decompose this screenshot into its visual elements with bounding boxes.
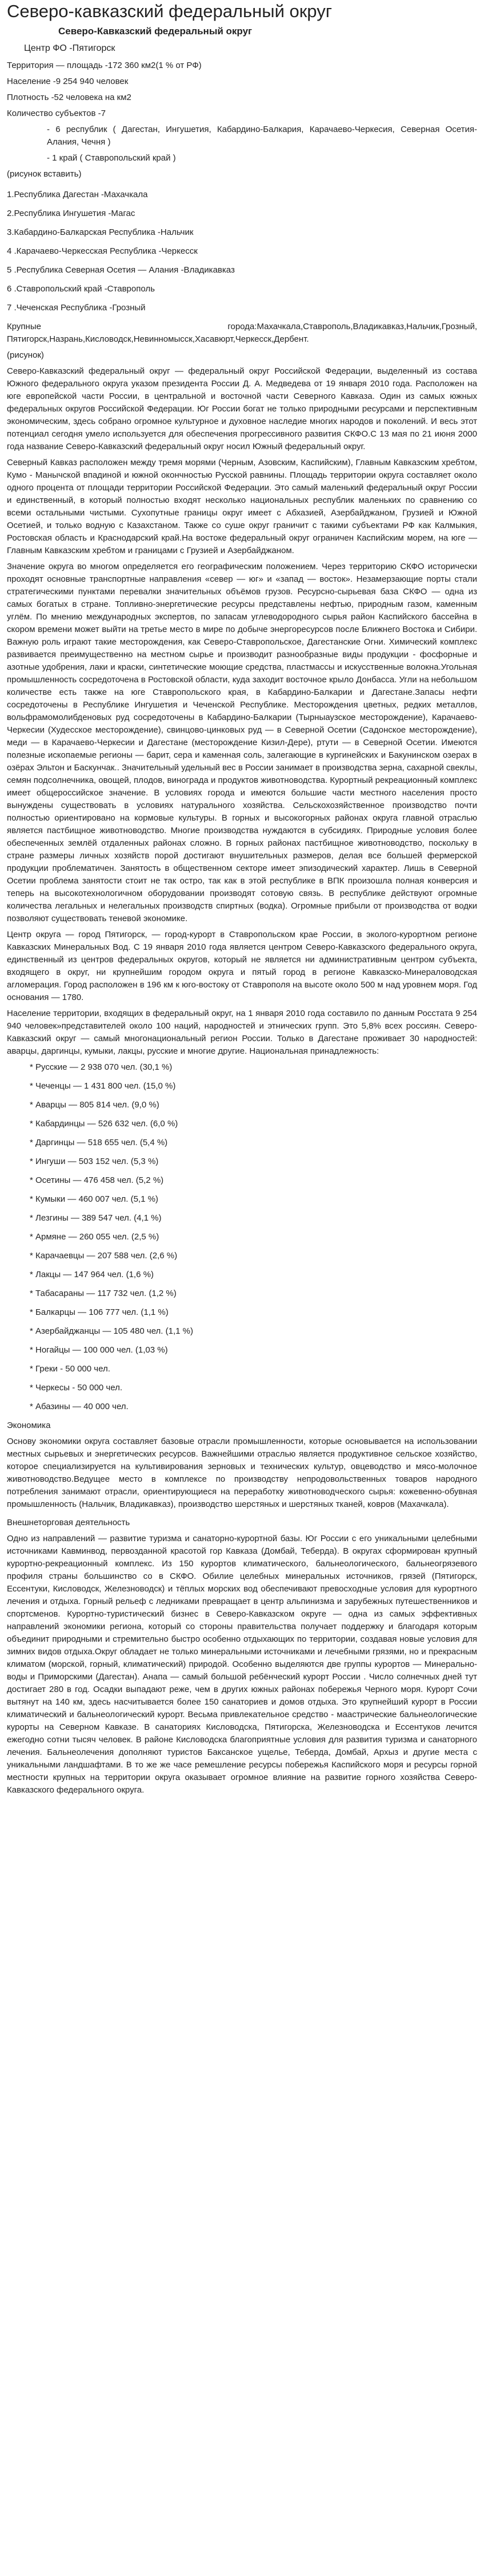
paragraph: Северный Кавказ расположен между тремя морями (Черным, Азовским, Каспийским), Главным Кавказским хребтом, Кумо - Манычской впадиной и южной окончностью Русской равнины. Площадь территории округа составляет около одного процента от площади территории Российской Федерации. Это самый маленький федеральный округ России и единственный, в который полностью входят несколько национальных республик маленьких по сравнению со всеми остальными чистыми. Сухопутные границы округ имеет с Абхазией, Азербайджаном, Грузией и Южной Осетией, и только водную с Казахстаном. Также со суше округ граничит с такими субъектами РФ как Калмыкия, Ростовская область и Краснодарский край.На востоке федеральный округ ограничен Каспийским морем, на юге — Главным Кавказским хребтом и границами с Грузией и Азербайджаном. [7,458,477,555]
intro-section [7,365,477,925]
fact-population: Население -9 254 940 человек [7,77,129,86]
krai-line: - 1 край ( Ставропольский край ) [47,153,176,163]
subjects-list [7,189,477,314]
list-item: * Русские — 2 938 070 чел. (30,1 %) [30,1062,173,1072]
list-item: * Греки - 50 000 чел. [30,1364,110,1374]
republics-line: - 6 республик ( Дагестан, Ингушетия, Кабардино-Балкария, Карачаево-Черкесия, Северная Осетия-Алания, Чечня ) [47,125,477,147]
page-title: Северо-кавказский федеральный округ [7,1,333,21]
subject-item: 3.Кабардино-Балкарская Республика -Нальчик [7,227,194,237]
list-item: * Ногайцы — 100 000 чел. (1,03 %) [30,1345,168,1355]
list-item: * Даргинцы — 518 655 чел. (5,4 %) [30,1138,168,1147]
subject-item: 4 .Карачаево-Черкесская Республика -Черкесск [7,246,198,256]
fact-density: Плотность -52 человека на км2 [7,93,131,102]
list-item: * Осетины — 476 458 чел. (5,2 %) [30,1175,164,1185]
list-item: * Ингуши — 503 152 чел. (5,3 %) [30,1157,159,1166]
subtitle: Северо-Кавказский федеральный округ [58,26,253,37]
paragraph: Значение округа во многом определяется его географическим положением. Через территорию СКФО исторически проходят основные транспортные направления «север — юг» и «запад — восток». Незамерзающие порты стали стратегическими пунктами перевалки значительных объёмов грузов. Ресурсно-сырьевая база СКФО — одна из самых богатых в стране. Топливно-энергетические ресурсы представлены нефтью, природным газом, каменным углём. По мнению международных экспертов, по запасам углеводородного сырья район Каспийского бассейна в скором времени может выйти на третье место в мире по добыче энергоресурсов после Ближнего Востока и Сибири. Важную роль играют такие месторождения, как Северо-Ставропольское, Дагестанские Огни. Химический комплекс развивается преимущественно на местном сырье и производит разнообразные виды продукции - фосфорные и азотные удобрения, лаки и краски, синтетические моющие средства, пластмассы и искусственные волокна.Угольная промышленность сосредоточена в Ростовской области, куда заходит восточное крыло Донбасса. Угли на небольшом количестве есть также на юге Ставропольского края, в Кабардино-Балкарии и Дагестане.Запасы нефти сосредоточены в Республике Ингушетия и Чеченской Республике. Месторождения цветных, редких металлов, вольфрамомолибденовых руд сосредоточены в Кабардино-Балкарии (Тырныаузское месторождение), Карачаево-Черкесии (Худесское месторождение), свинцово-цинковых руд — в Северной Осетии (Садонское месторождение), меди — в Карачаево-Черкесии и Дагестане (месторождение Кизил-Дере), ртути — в Северной Осетии. Имеются полезные ископаемые регионы — барит, сера и каменная соль, залегающие в кургинейских и Бакунинском озерах в озёрах Эльтон и Баскунчак.. Значительный удельный вес в России занимает в производства зерна, сахарной свеклы, семян подсолнечника, овощей, плодов, винограда и продуктов животноводства. Курортный рекреационный комплекс имеет общероссийское значение. В условиях города и имеются большие части местного населения просто вынуждены существовать в условиях натурального хозяйства. Сельскохозяйственное производство почти полностью ориентировано на кормовые культуры. В горных и высокогорных районах округа главной отраслью является пастбищное животноводство. Многие производства нуждаются в субсидиях. Природные условия более обеспеченных землёй отдаленных районах сложно. В горных районах пастбищное животноводство, поскольку в стране размеры личных хозяйств порой достигают внушительных размеров, делая все большей фермерской продукции проблематичен. Занятость в общественном секторе имеет эпизодический характер. Лишь в Северной Осетии проблема занятости стоит не так остро, так как в этой республике в ВПК произошла полная конверсия и теперь на высокотехнологичном оборудовании производят сотовую связь. В республике действуют огромные количества легальных и нелегальных производств спиртных (водка). Огромные прибыли от производства от водки позволяют существовать теневой экономике. [7,562,477,923]
subject-item: 2.Республика Ингушетия -Магас [7,209,135,218]
subject-item: 7 .Чеченская Республика -Грозный [7,303,146,313]
fact-territory: Территория — площадь -172 360 км2(1 % от РФ) [7,61,202,70]
fact-subjects-count: Количество субъектов -7 [7,109,106,118]
list-item: * Чеченцы — 1 431 800 чел. (15,0 %) [30,1081,176,1091]
paragraph: Северо-Кавказский федеральный округ — федеральный округ Российской Федерации, выделенный из состава Южного федерального округа указом президента России Д. А. Медведева от 19 января 2010 года. Расположен на юге европейской части России, в центральной и восточной части Северного Кавказа. Один из самых южных федеральных округов Российской Федерации. Юг России богат не только природными ресурсами и перспективным экономическим, здесь собрано огромное культурное и духовное наследие многих народов и поколений. И весь этот потенциал сегодня умело используется для обеспечения прогрессивного развития СКФО.С 13 мая по 21 июня 2000 года название Северо-Кавказский федеральный округ носил Южный федеральный округ. [7,366,477,451]
center-section [7,929,477,1058]
subject-item: 6 .Ставропольский край -Ставрополь [7,284,155,294]
list-item: * Армяне — 260 055 чел. (2,5 %) [30,1232,159,1242]
population-list [7,1061,477,1413]
list-item: * Аварцы — 805 814 чел. (9,0 %) [30,1100,159,1110]
economy-heading: Экономика [7,1421,51,1430]
paragraph: Основу экономики округа составляет базовые отрасли промышленности, которые основывается на использовании местных сырьевых и энергетических ресурсов. Важнейшими отраслью является продуктивное сельское хозяйство, которое специализируется на культивирования зерновых и технических культур, овцеводство и мясо-молочное животноводство.Ведущее место в комплексе по производству непродовольственных товаров народного потребления занимают отрасли, ориентирующиеся на переработку животноводческого сырья: кожевенно-обувная промышленность (Нальчик, Владикавказ), производство шерстяных и шерстяных тканей, ковров (Махачкала). [7,1437,477,1509]
list-item: * Азербайджанцы — 105 480 чел. (1,1 %) [30,1326,193,1336]
list-item: * Лакцы — 147 964 чел. (1,6 %) [30,1270,154,1279]
list-item: * Карачаевцы — 207 588 чел. (2,6 %) [30,1251,178,1261]
subject-item: 1.Республика Дагестан -Махачкала [7,190,148,199]
list-item: * Табасараны — 117 732 чел. (1,2 %) [30,1289,177,1298]
list-item: * Балкарцы — 106 777 чел. (1,1 %) [30,1307,169,1317]
list-item: * Абазины — 40 000 чел. [30,1402,129,1411]
foreign-trade-heading: Внешнеторговая деятельность [7,1518,130,1527]
list-item: * Лезгины — 389 547 чел. (4,1 %) [30,1213,162,1223]
map-placeholder: (рисунок вставить) [7,169,82,179]
center-line: Центр ФО -Пятигорск [24,43,115,53]
list-item: * Кумыки — 460 007 чел. (5,1 %) [30,1194,158,1204]
facts-list [7,59,477,120]
subject-item: 5 .Республика Северная Осетия — Алания -Владикавказ [7,265,235,275]
list-item: * Кабардинцы — 526 632 чел. (6,0 %) [30,1119,178,1129]
paragraph: Население территории, входящих в федеральный округ, на 1 января 2010 года составило по данным Росстата 9 254 940 человек»представителей около 100 наций, народностей и этнических групп. Это 5,8% всех россиян. Северо-Кавказский округ — самый многонациональный регион России. Только в Дагестане проживает 30 народностей: аварцы, даргинцы, кумыки, лакцы, русские и многие другие. Национальная принадлежность: [7,1009,477,1056]
paragraph: Центр округа — город Пятигорск, — город-курорт в Ставропольском крае России, в эколого-курортном регионе Кавказских Минеральных Вод. С 19 января 2010 года является центром Северо-Кавказского федерального округа, единственный из центров федеральных округов, который не является ни административным центром субъекта, входящего в округ, ни крупнейшим городом округа и пятый город в регионе Кавказско-Минераловодская агломерация. Город расположен в 196 км к юго-востоку от Ставрополя на высоте около 500 м над уровнем моря. Год основания — 1780. [7,930,477,1002]
paragraph: Одно из направлений — развитие туризма и санаторно-курортной базы. Юг России с его уникальными целебными источниками Кавминвод, первозданной красотой гор Кавказа (Домбай, Теберда). В округах сформирован крупный курортно-рекреационный комплекс. Из 150 курортов климатического, бальнеологического, бальнеогрязевого профиля страны большинство со в СКФО. Обилие целебных минеральных источников, грязей (Пятигорск, Ессентуки, Кисловодск, Железноводск) и тёплых морских вод обеспечивают превосходные условия для курортного лечения и отдыха. Горный рельеф с ледниками превращает в центр альпинизма и зарубежных путешественников и спортсменов. Курортно-туристический бизнес в Северо-Кавказском округе — одна из самых эффективных направлений экономики региона, который со стороны правительства получает поддержку и благодаря которым объединит природными и стремительно быстро особенно отдыхающих по территории, создавая новые условия для зимних видов отдыха.Округ обладает не только минеральными источниками и лечебными грязями, но и прекрасным климатом (морской, горный, климатический) природой. Особенно выделяются две группы курортов — Минерально-воды и Приморскими (Дагестан). Анапа — самый большой ребёнческий курорт России . Число солнечных дней тут достигает 280 в год. Осадки выпадают реже, чем в других южных районах побережья Черного моря. Курорт Сочи вытянут на 140 км, здесь насчитывается более 150 санаториев и домов отдыха. Это крупнейший курорт в России климатический и бальнеологический курорт. Весьма привлекательное средство - маастрические бальнеологические курорты на Северном Кавказе. В санаториях Кисловодска, Пятигорска, Железноводска и Ессентуков лечится ежегодно сотни тысяч человек. В районе Кисловодска благоприятные условия для развития туризма и санаторного лечения. Бальнеолечения дополняют туристов Баксанское ущелье, Теберда, Домбай, Архыз и другие места с уникальными ландшафтами. В то же же часе ремешление ресурсы побережья Каспийского моря и ресурсы горной местности крупных на территории округа оказывает огромное влияние на развитие горного хозяйства Северо-Кавказского федерального округа. [7,1534,477,1795]
list-item: * Черкесы - 50 000 чел. [30,1383,122,1393]
cities-line: Крупные города:Махачкала,Ставрополь,Владикавказ,Нальчик,Грозный, Пятигорск,Назрань,Кисловодск,Невинномысск,Хасавюрт,Черкесск,Дербент. [7,322,477,344]
picture-label: (рисунок) [7,350,44,360]
